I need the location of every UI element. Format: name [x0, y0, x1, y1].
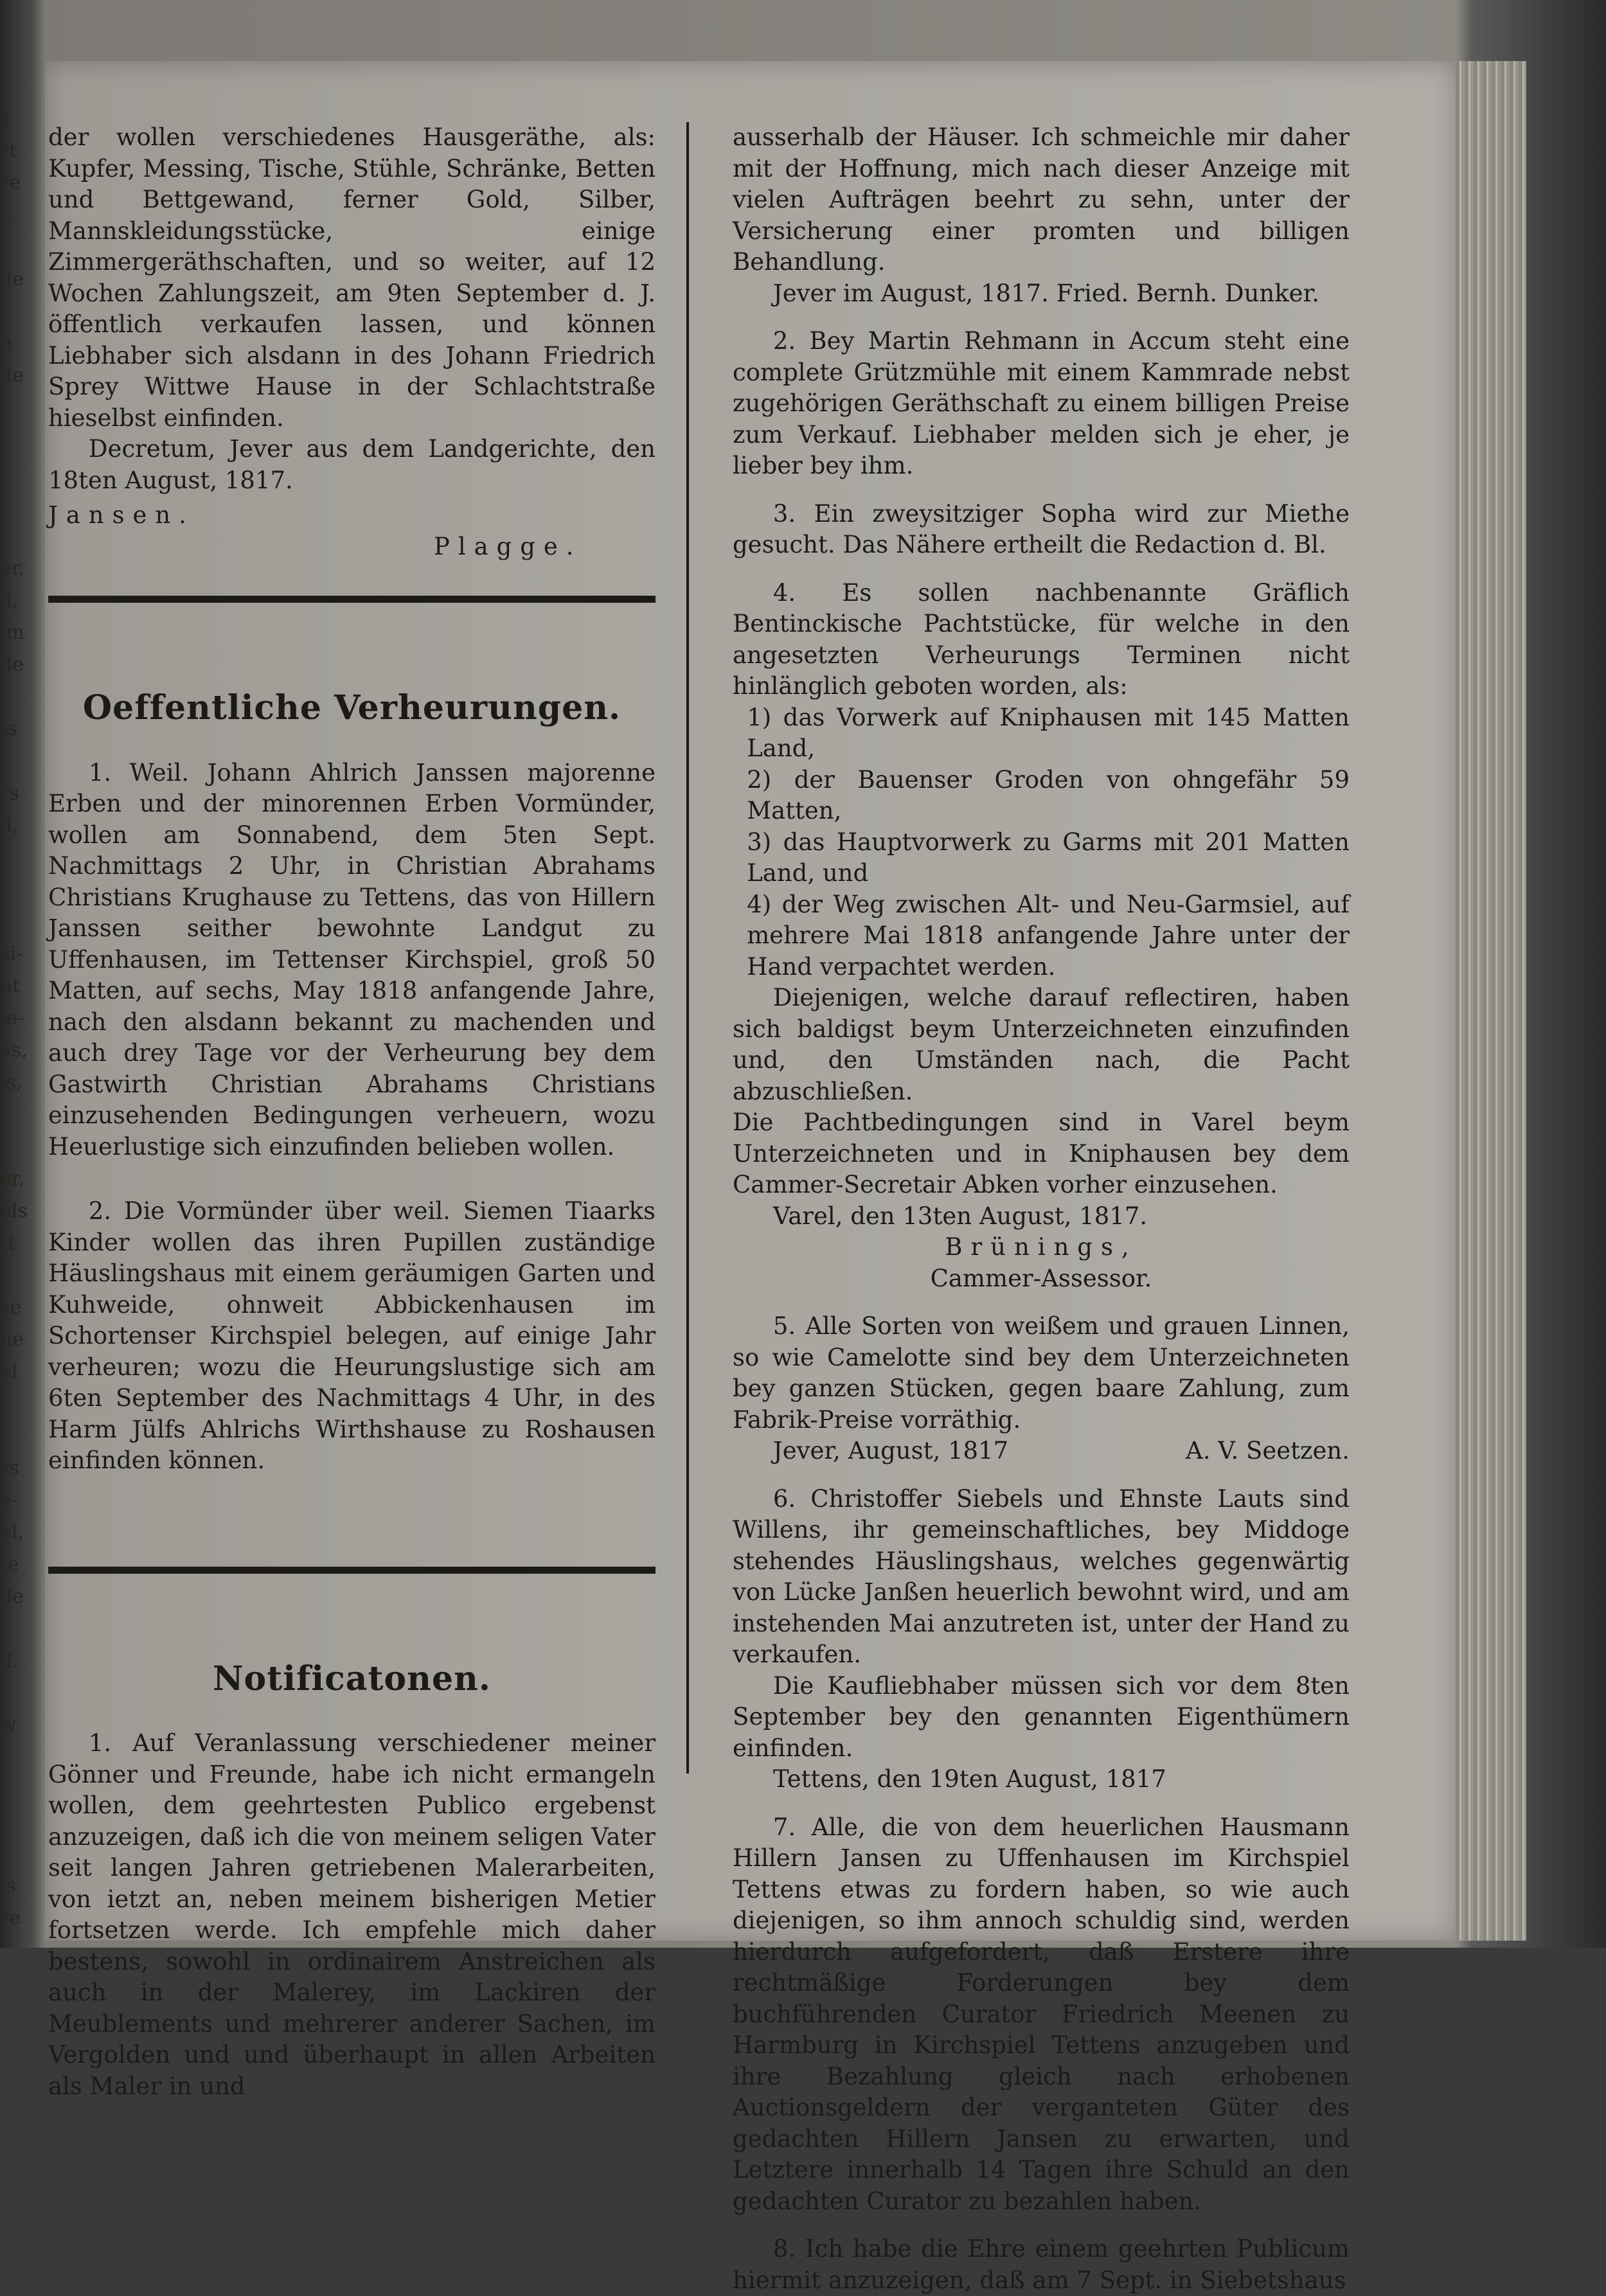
notice-5-signature	[733, 1436, 1350, 1467]
notice-4-item-4: 4) der Weg zwischen Alt- und Neu-Garmsiel, auf mehrere Mai 1818 anfangende Jahre unter der Hand verpachtet werden.	[747, 890, 1350, 981]
section-rule	[48, 1567, 656, 1574]
notice-4-conditions: Die Pachtbedingungen sind in Varel beym Unterzeichneten und in Kniphausen bey dem Cammer-Secretair Abken vorher einzusehen.	[733, 1108, 1350, 1198]
notice-5-date: Jever, August, 1817	[772, 1437, 1009, 1464]
notice-6: 6. Christoffer Siebels und Ehnste Lauts sind Willens, ihr gemeinschaftliches, bey Middoge stehendes Häuslingshaus, welches gegenwärtig von Lücke Janßen heuerlich bewohnt wird, und am instehenden Mai anzutreten ist, unter der Hand zu verkaufen.	[733, 1484, 1350, 1668]
signature-title: Cammer-Assessor.	[930, 1264, 1152, 1292]
signature-jansen: Jansen.	[48, 501, 195, 529]
notice-5-name: A. V. Seetzen.	[1185, 1437, 1350, 1464]
paragraph-continuation: ausserhalb der Häuser. Ich schmeichle mir daher mit der Hoffnung, mich nach dieser Anzeige mit vielen Aufträgen beehrt zu sehn, unter der Versicherung einer promten und billigen Behandlung.	[733, 123, 1350, 276]
signature-dunker: Jever im August, 1817. Fried. Bernh. Dunker.	[772, 279, 1319, 307]
notice-8: 8. Ich habe die Ehre einem geehrten Publicum hiermit anzuzeigen, daß am 7 Sept. in Siebetshaus	[733, 2235, 1350, 2294]
heading-notificatonen: Notificatonen.	[213, 1659, 491, 1698]
notice-4: 4. Es sollen nachbenannte Gräflich Bentinckische Pachtstücke, für welche in den angesetzten Verheurungs Terminen nicht hinlänglich geboten worden, als:	[733, 578, 1350, 700]
notice-3: 3. Ein zweysitziger Sopha wird zur Miethe gesucht. Das Nähere ertheilt die Redaction d. Bl.	[733, 499, 1350, 558]
notice-verheurung-2: 2. Die Vormünder über weil. Siemen Tiaarks Kinder wollen das ihren Pupillen zuständige Häuslingshaus mit einem geräumigen Garten und Kuhweide, ohnweit Abbickenhausen im Schortenser Kirchspiel belegen, auf einige Jahr verheuren; wozu die Heurungslustige sich am 6ten September des Nachmittags 4 Uhr, in des Harm Jülfs Ahlrichs Wirthshause zu Roshausen einfinden können.	[48, 1197, 656, 1474]
section-rule	[48, 596, 656, 603]
right-column	[733, 122, 1350, 2296]
notice-6-para: Die Kaufliebhaber müssen sich vor dem 8ten September bey den genannten Eigenthümern einfinden.	[733, 1671, 1350, 1762]
signature-bruenings: Brünings,	[945, 1233, 1138, 1261]
signature-plagge: Plagge.	[434, 532, 582, 560]
notice-6-date: Tettens, den 19ten August, 1817	[772, 1765, 1166, 1793]
notice-4-item-3: 3) das Hauptvorwerk zu Garms mit 201 Matten Land, und	[747, 828, 1350, 887]
left-column	[48, 122, 656, 2102]
notice-2: 2. Bey Martin Rehmann in Accum steht eine complete Grützmühle mit einem Kammrade nebst zugehörigen Geräthschaft zu einem billigen Preise zum Verkauf. Liebhaber melden sich je eher, je lieber bey ihm.	[733, 327, 1350, 479]
paragraph-auction: der wollen verschiedenes Hausgeräthe, als: Kupfer, Messing, Tische, Stühle, Schränke, Betten und Bettgewand, ferner Gold, Silber, Mannskleidungsstücke, einige Zimmergeräthschaften, und so weiter, auf 12 Wochen Zahlungszeit, am 9ten September d. J. öffentlich verkaufen lassen, und können Liebhaber sich alsdann in des Johann Friedrich Sprey Wittwe Hause in der Schlachtstraße hieselbst einfinden.	[48, 123, 656, 432]
notice-4-para: Diejenigen, welche darauf reflectiren, haben sich baldigst beym Unterzeichneten einzufinden und, den Umständen nach, die Pacht abzuschließen.	[733, 984, 1350, 1105]
notice-4-item-2: 2) der Bauenser Groden von ohngefähr 59 Matten,	[747, 765, 1350, 824]
paragraph-decretum: Decretum, Jever aus dem Landgerichte, den 18ten August, 1817.	[48, 435, 656, 494]
column-divider	[686, 122, 689, 1774]
notice-verheurung-1: 1. Weil. Johann Ahlrich Janssen majorenne Erben und der minorennen Erben Vormünder, wollen am Sonnabend, dem 5ten Sept. Nachmittags 2 Uhr, in Christian Abrahams Christians Krughause zu Tettens, das von Hillern Janssen seither bewohnte Landgut zu Uffenhausen, im Tettenser Kirchspiel, groß 50 Matten, auf sechs, May 1818 anfangende Jahre, nach den alsdann bekannt zu machenden und auch drey Tage vor der Verheurung bey dem Gastwirth Christian Abrahams Christians einzusehenden Bedingungen verheuern, wozu Heuerlustige sich einzufinden belieben wollen.	[48, 758, 656, 1161]
page-edges	[1456, 61, 1526, 1941]
notice-5: 5. Alle Sorten von weißem und grauen Linnen, so wie Camelotte sind bey dem Unterzeichneten bey ganzen Stücken, gegen baare Zahlung, zum Fabrik-Preise vorräthig.	[733, 1312, 1350, 1434]
notice-7: 7. Alle, die von dem heuerlichen Hausmann Hillern Jansen zu Uffenhausen im Kirchspiel Tettens etwas zu fordern haben, so wie auch diejenigen, so ihm annoch schuldig sind, werden hierdurch aufgefordert, daß Erstere ihre rechtmäßige Forderungen bey dem buchführenden Curator Friedrich Meenen zu Harmburg in Kirchspiel Tettens anzugeben und ihre Bezahlung gleich nach erhobenen Auctionsgeldern der verganteten Güter des gedachten Hillern Jansen zu erwarten, und Letztere innerhalb 14 Tagen ihre Schuld an den gedachten Curator zu bezahlen haben.	[733, 1813, 1350, 2215]
facing-page-fragments: s rt re l, , de , n de er, d, ım de ts rs d, si- ut ie- as, is, er, els tt se ne el rs e- el, te de l d. w ls re	[0, 107, 28, 1929]
notice-notification-1: 1. Auf Veranlassung verschiedener meiner Gönner und Freunde, habe ich nicht ermangeln wollen, dem geehrtesten Publico ergebenst anzuzeigen, daß ich die von meinem seligen Vater seit langen Jahren getriebenen Malerarbeiten, von ietzt an, neben meinem bisherigen Metier fortsetzen werde. Ich empfehle mich daher bestens, sowohl in ordinairem Anstreichen als auch in der Malerey, im Lackiren der Meublements und mehrerer anderer Sachen, im Vergolden und und überhaupt in allen Arbeiten als Maler in und	[48, 1729, 656, 2100]
notice-4-date: Varel, den 13ten August, 1817.	[772, 1202, 1148, 1230]
notice-4-item-1: 1) das Vorwerk auf Kniphausen mit 145 Matten Land,	[747, 703, 1350, 762]
heading-verheurungen: Oeffentliche Verheurungen.	[82, 688, 621, 727]
